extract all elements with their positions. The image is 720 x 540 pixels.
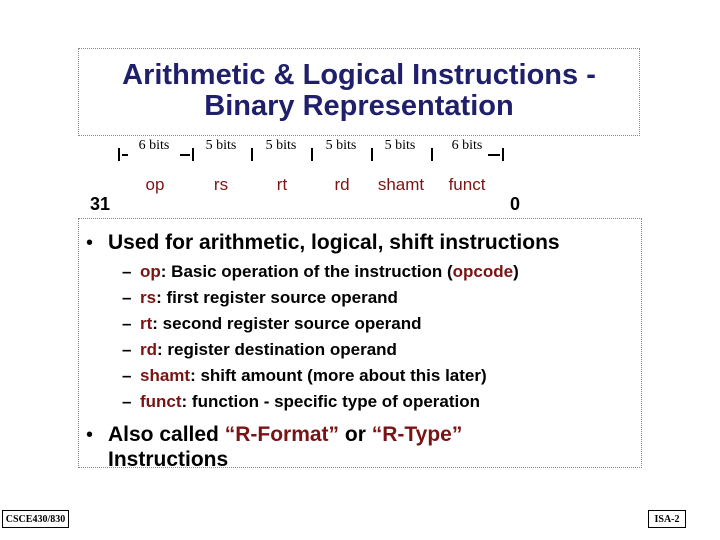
field-separator <box>502 148 504 161</box>
course-label: CSCE430/830 <box>2 510 69 528</box>
term-rd: rd <box>140 340 157 359</box>
slide-title <box>78 60 640 122</box>
title-line-1: Arithmetic & Logical Instructions - <box>122 59 596 91</box>
subitem-funct: – funct: function - specific type of operation <box>122 392 481 411</box>
bits-rd: 5 bits <box>325 138 357 153</box>
field-separator <box>192 148 194 161</box>
term-op: op <box>140 262 161 281</box>
width-line <box>180 154 190 156</box>
r-format-term: “R-Format” <box>224 423 340 446</box>
subitem-op: – op: Basic operation of the instruction (opcode) <box>122 262 519 281</box>
field-op: op <box>145 175 165 194</box>
field-rt: rt <box>276 175 288 194</box>
field-rs: rs <box>213 175 229 194</box>
bits-rs: 5 bits <box>205 138 237 153</box>
bullet-dot: • <box>86 424 94 446</box>
bit-0-label: 0 <box>510 194 521 214</box>
width-line <box>488 154 500 156</box>
term-funct: funct <box>140 392 182 411</box>
field-shamt: shamt <box>377 175 425 194</box>
r-type-term: “R-Type” <box>371 423 463 446</box>
term-shamt: shamt <box>140 366 191 385</box>
subitem-shamt: – shamt: shift amount (more about this later) <box>122 366 487 385</box>
bullet-r-format: Also called “R-Format” or “R-Type” Instructions <box>108 423 463 471</box>
bits-shamt: 5 bits <box>384 138 416 153</box>
field-separator <box>251 148 253 161</box>
bullet-dot: • <box>86 232 94 254</box>
term-rs: rs <box>140 288 157 307</box>
term-rt: rt <box>140 314 153 333</box>
title-line-2: Binary Representation <box>204 90 514 122</box>
field-separator <box>311 148 313 161</box>
bits-funct: 6 bits <box>451 138 483 153</box>
bits-rt: 5 bits <box>265 138 297 153</box>
width-line <box>122 154 128 156</box>
field-separator <box>431 148 433 161</box>
field-separator <box>371 148 373 161</box>
field-separator <box>118 148 120 161</box>
field-rd: rd <box>334 175 350 194</box>
subitem-rs: – rs: first register source operand <box>122 288 398 307</box>
term-opcode: opcode <box>452 262 514 281</box>
bits-op: 6 bits <box>138 138 170 153</box>
slide-number: ISA-2 <box>648 510 686 528</box>
bullet-usage: Used for arithmetic, logical, shift instructions <box>108 231 560 254</box>
bit-31-label: 31 <box>90 194 111 214</box>
subitem-rt: – rt: second register source operand <box>122 314 422 333</box>
subitem-rd: – rd: register destination operand <box>122 340 397 359</box>
field-funct: funct <box>448 175 486 194</box>
